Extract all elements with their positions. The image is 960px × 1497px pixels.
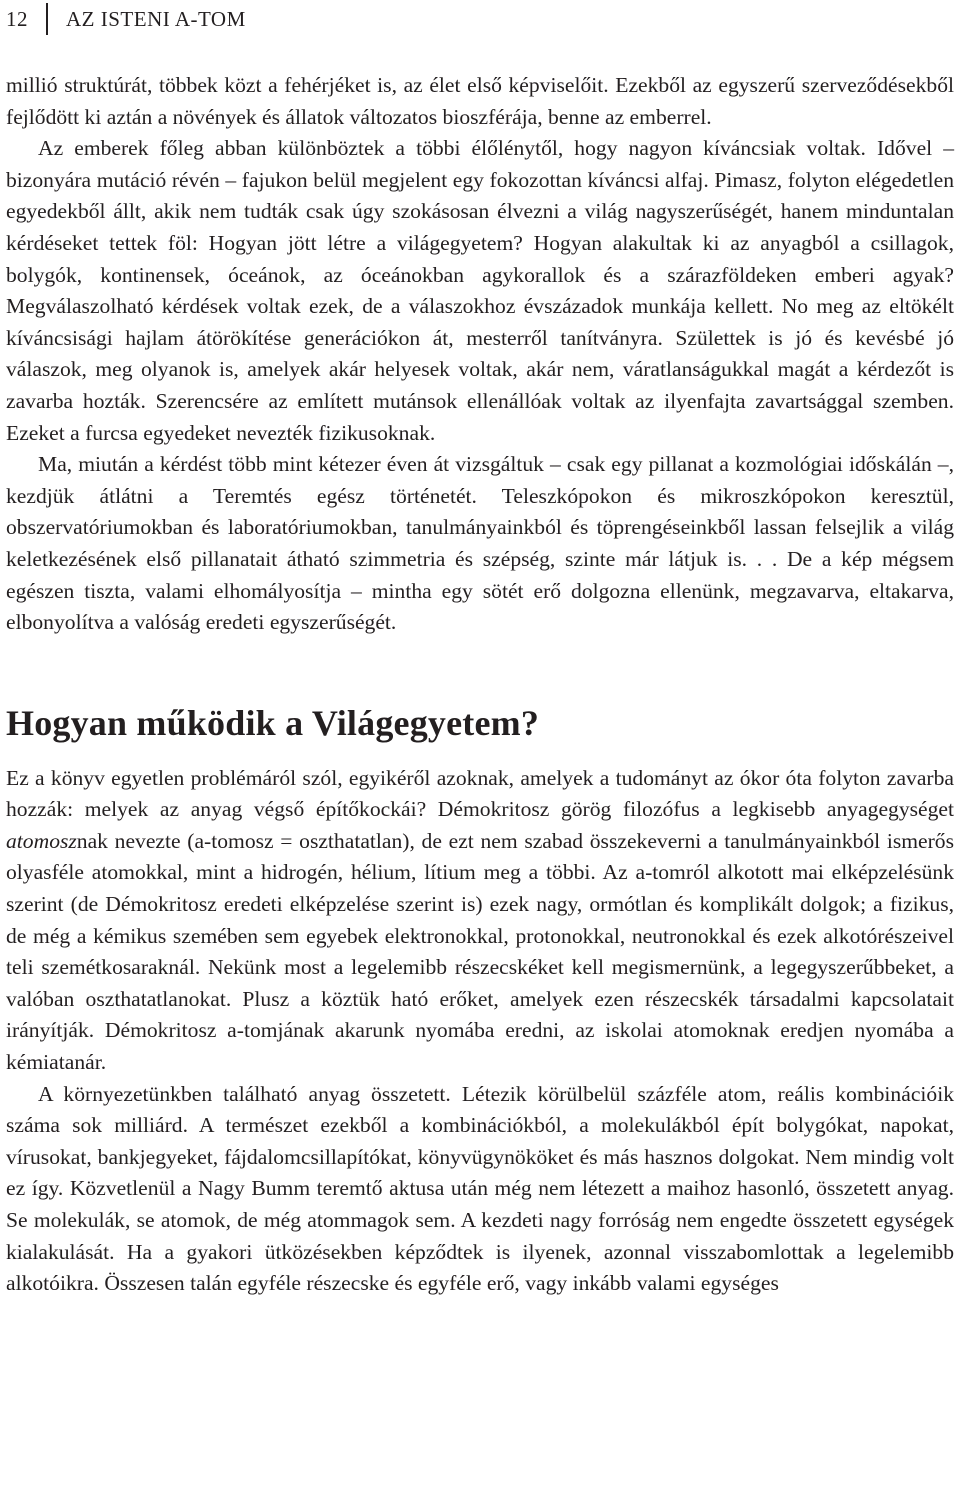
paragraph-4-part-2: nak nevezte (a-tomosz = oszthatatlan), de ezt nem szabad összekeverni a tanulmányainkból ismerős olyasféle atomokkal, mint a hidrogén, hélium, lítium meg a többi. Az a-tomról alkotott mai elképzelésünk szerint (de Démokritosz eredeti elképzelése szerint is) ezek nagy, ormótlan és komplikált dolgok; a fizikus, de még a kémikus szemében sem egyebek elektronokkal, protonokkal, neutronokkal és ezek alkotórészeivel teli szemétkosaraknál. Nekünk most a legelemibb részecskéket kell megismernünk, a legegyszerűbbeket, a valóban oszthatatlanokat. Plusz a köztük ható erőket, amelyek ezen részecskék társadalmi kapcsolatait irányítják. Démokritosz a-tomjának akarunk nyomába eredni, az iskolai atomoknak eredjen nyomába a kémiatanár. [6,828,954,1075]
section-title: Hogyan működik a Világegyetem? [6,702,540,743]
paragraph-4-part-1: Ez a könyv egyetlen problémáról szól, egyikéről azoknak, amelyek a tudományt az ókor óta folyton zavarba hozzák: melyek az anyag végső építőkockái? Démokritosz görög filozófus a legkisebb anyagegységet [6,765,954,822]
paragraph-5: A környezetünkben található anyag összetett. Létezik körülbelül százféle atom, reális kombinációik száma sok milliárd. A természet ezekből a kombinációkból, a molekulákból épít bolygókat, napokat, vírusokat, bankjegyeket, fájdalomcsillapítókat, könyvügynököket és más hasznos dolgokat. Nem mindig volt ez így. Közvetlenül a Nagy Bumm teremtő aktusa után még nem létezett a maihoz hasonló, összetett anyag. Se molekulák, se atomok, de még atommagok sem. A kezdeti nagy forróság nem engedte összetett egységek kialakulását. Ha a gyakori ütközésekben képződtek is ilyenek, azonnal visszabomlottak a legelemibb alkotóikra. Összesen talán egyféle részecske és egyféle erő, vagy inkább valami egységes [6,1081,954,1296]
body-text [6,70,954,639]
paragraph-4-italic-term: atomosz [6,828,77,853]
paragraph-3: Ma, miután a kérdést több mint kétezer éven át vizsgáltuk – csak egy pillanat a kozmológiai időskálán –, kezdjük átlátni a Teremtés egész történetét. Teleszkópokon és mikroszkópokon keresztül, obszervatóriumokban és laboratóriumokban, tanulmányainkból és töprengéseinkből lassan felsejlik a világ keletkezésének első pillanatait átható szimmetria és szépség, szinte már látjuk is. . . De a kép mégsem egészen tiszta, valami elhomályosítja – mintha egy sötét erő dolgozna ellenünk, megzavarva, eltakarva, elbonyolítva a valóság eredeti egyszerűségét. [6,452,954,635]
paragraph-4 [6,763,954,1079]
header-divider [46,3,48,35]
page-number: 12 [6,6,28,31]
running-head [6,0,954,38]
paragraph-1: millió struktúrát, többek közt a fehérjéket is, az élet első képviselőit. Ezekből az egyszerű szerveződésekből fejlődött ki aztán a növények és állatok változatos bioszférája, benne az emberrel. [6,73,954,129]
running-title: AZ ISTENI A-TOM [66,6,246,31]
paragraph-2: Az emberek főleg abban különböztek a többi élőlénytől, hogy nagyon kíváncsiak voltak. Idővel – bizonyára mutáció révén – fajukon belül megjelent egy fokozottan kíváncsi alfaj. Pimasz, folyton elégedetlen egyedekből állt, akik nem tudták csak úgy szokásosan élvezni a világ nagyszerűségét, hanem minduntalan kérdéseket tettek föl: Hogyan jött létre a világegyetem? Hogyan alakultak ki az anyagból a csillagok, bolygók, kontinensek, óceánok, az óceánokban agykorallok és a szárazföldeken emberi agyak? Megválaszolható kérdések voltak ezek, de a válaszokhoz évszázadok munkája kellett. No meg az eltökélt kíváncsisági hajlam átörökítése generációkon át, mesterről tanítványra. Születtek is jó és kevésbé jó válaszok, meg olyanok is, amelyek akár helyesek voltak, akár nem, váratlanságukkal magát a kérdezőt is zavarba hozták. Szerencsére az említett mutánsok ellenállóak voltak az ilyenfajta zavartsággal szemben. Ezeket a furcsa egyedeket nevezték fizikusoknak. [6,136,954,445]
section-text [6,763,954,1300]
book-page [6,0,954,1300]
